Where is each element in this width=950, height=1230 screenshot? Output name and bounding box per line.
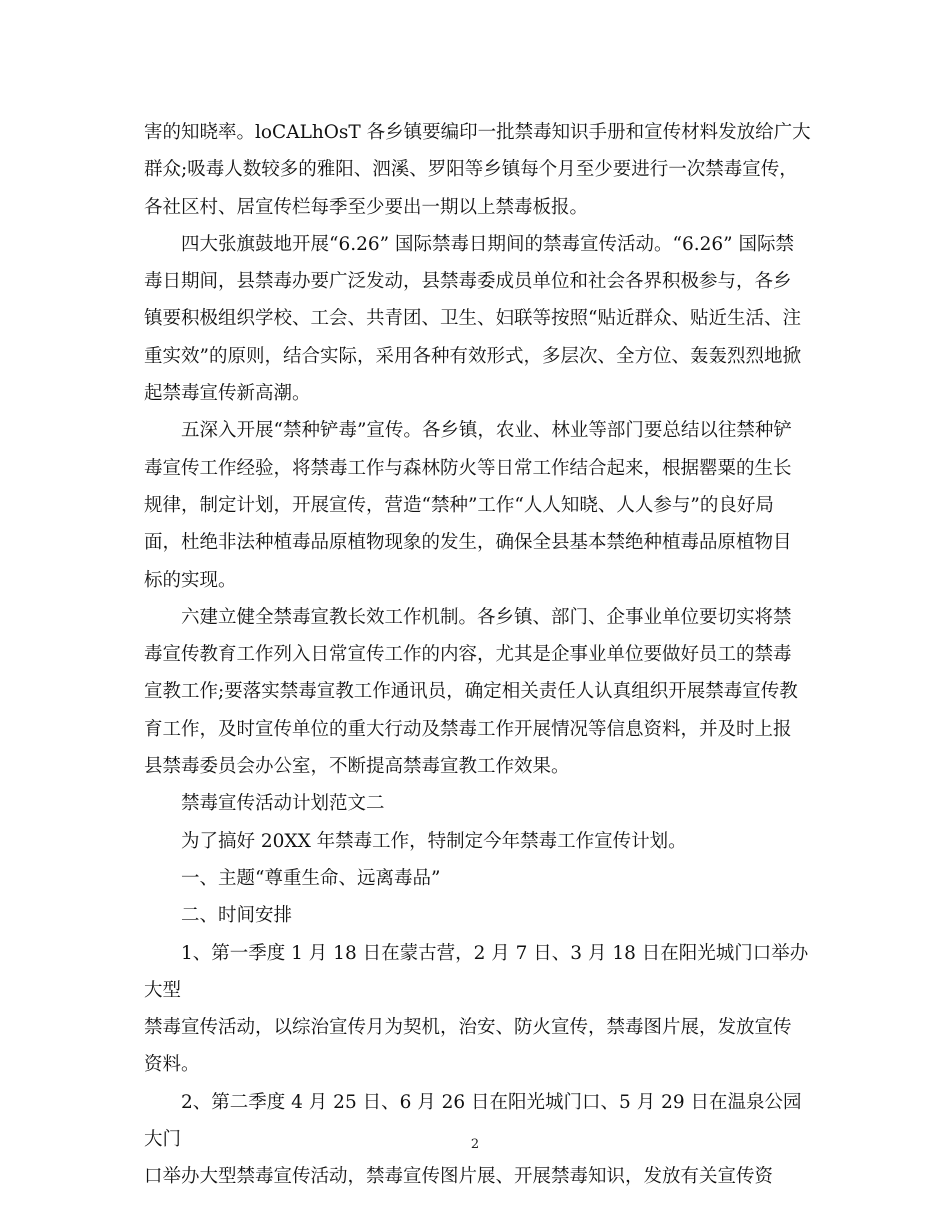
paragraph-intro xyxy=(144,823,816,860)
text-line: 五深入开展“禁种铲毒”宣传。各乡镇，农业、林业等部门要总结以往禁种铲 xyxy=(181,420,792,442)
text-line: 各社区村、居宣传栏每季至少要出一期以上禁毒板报。 xyxy=(144,196,589,218)
text-line: 标的实现。 xyxy=(144,569,237,591)
text-line: 毒宣传工作经验，将禁毒工作与森林防火等日常工作结合起来，根据罂粟的生长 xyxy=(144,457,792,479)
text-line: 规律，制定计划，开展宣传，营造“禁种”工作“人人知晓、人人参与”的良好局 xyxy=(144,494,774,516)
text-line: 起禁毒宣传新高潮。 xyxy=(144,383,311,405)
paragraph-section-six xyxy=(144,599,816,785)
text-line: 四大张旗鼓地开展“6.26” 国际禁毒日期间的禁毒宣传活动。“6.26” 国际禁 xyxy=(181,233,794,255)
text-line: 县禁毒委员会办公室，不断提高禁毒宣教工作效果。 xyxy=(144,756,570,778)
text-line: 一、主题“尊重生命、远离毒品” xyxy=(181,867,441,889)
text-line: 育工作，及时宣传单位的重大行动及禁毒工作开展情况等信息资料，并及时上报 xyxy=(144,718,792,740)
text-line: 禁毒宣传活动计划范文二 xyxy=(181,793,385,815)
text-line: 2、第二季度 4 月 25 日、6 月 26 日在阳光城门口、5 月 29 日在温泉公园大门 xyxy=(144,1091,802,1151)
text-line: 六建立健全禁毒宣教长效工作机制。各乡镇、部门、企事业单位要切实将禁 xyxy=(181,606,792,628)
paragraph-awareness-materials xyxy=(144,114,816,226)
paragraph-section-four xyxy=(144,226,816,412)
text-line: 禁毒宣传活动，以综治宣传月为契机，治安、防火宣传，禁毒图片展，发放宣传 xyxy=(144,1017,792,1039)
text-line: 面，杜绝非法种植毒品原植物现象的发生，确保全县基本禁绝种植毒品原植物目 xyxy=(144,532,792,554)
paragraph-theme xyxy=(144,860,816,897)
text-line: 1、第一季度 1 月 18 日在蒙古营，2 月 7 日、3 月 18 日在阳光城门口举办大型 xyxy=(144,942,809,1001)
text-line: 群众;吸毒人数较多的雅阳、泗溪、罗阳等乡镇每个月至少要进行一次禁毒宣传， xyxy=(144,159,798,181)
text-line: 二、时间安排 xyxy=(181,905,293,927)
text-line: 毒宣传教育工作列入日常宣传工作的内容，尤其是企事业单位要做好员工的禁毒 xyxy=(144,644,792,666)
paragraph-section-five xyxy=(144,412,816,598)
text-line: 毒日期间，县禁毒办要广泛发动，县禁毒委成员单位和社会各界积极参与，各乡 xyxy=(144,271,792,293)
text-line: 重实效”的原则，结合实际，采用各种有效形式，多层次、全方位、轰轰烈烈地掀 xyxy=(144,345,801,367)
text-line: 害的知晓率。loCALhOsT 各乡镇要编印一批禁毒知识手册和宣传材料发放给广大 xyxy=(144,122,811,143)
text-line: 资料。 xyxy=(144,1054,200,1076)
text-line: 宣教工作;要落实禁毒宣教工作通讯员，确定相关责任人认真组织开展禁毒宣传教 xyxy=(144,681,798,703)
document-body xyxy=(144,114,816,1196)
section-heading-sample-two xyxy=(144,785,816,822)
paragraph-first-quarter xyxy=(144,935,816,1084)
paragraph-schedule-heading xyxy=(144,897,816,934)
text-line: 口举办大型禁毒宣传活动，禁毒宣传图片展、开展禁毒知识，发放有关宣传资 xyxy=(144,1166,774,1188)
text-line: 为了搞好 20XX 年禁毒工作，特制定今年禁毒工作宣传计划。 xyxy=(181,830,687,852)
text-line: 镇要积极组织学校、工会、共青团、卫生、妇联等按照“贴近群众、贴近生活、注 xyxy=(144,308,801,330)
page-number: 2 xyxy=(470,1137,480,1152)
